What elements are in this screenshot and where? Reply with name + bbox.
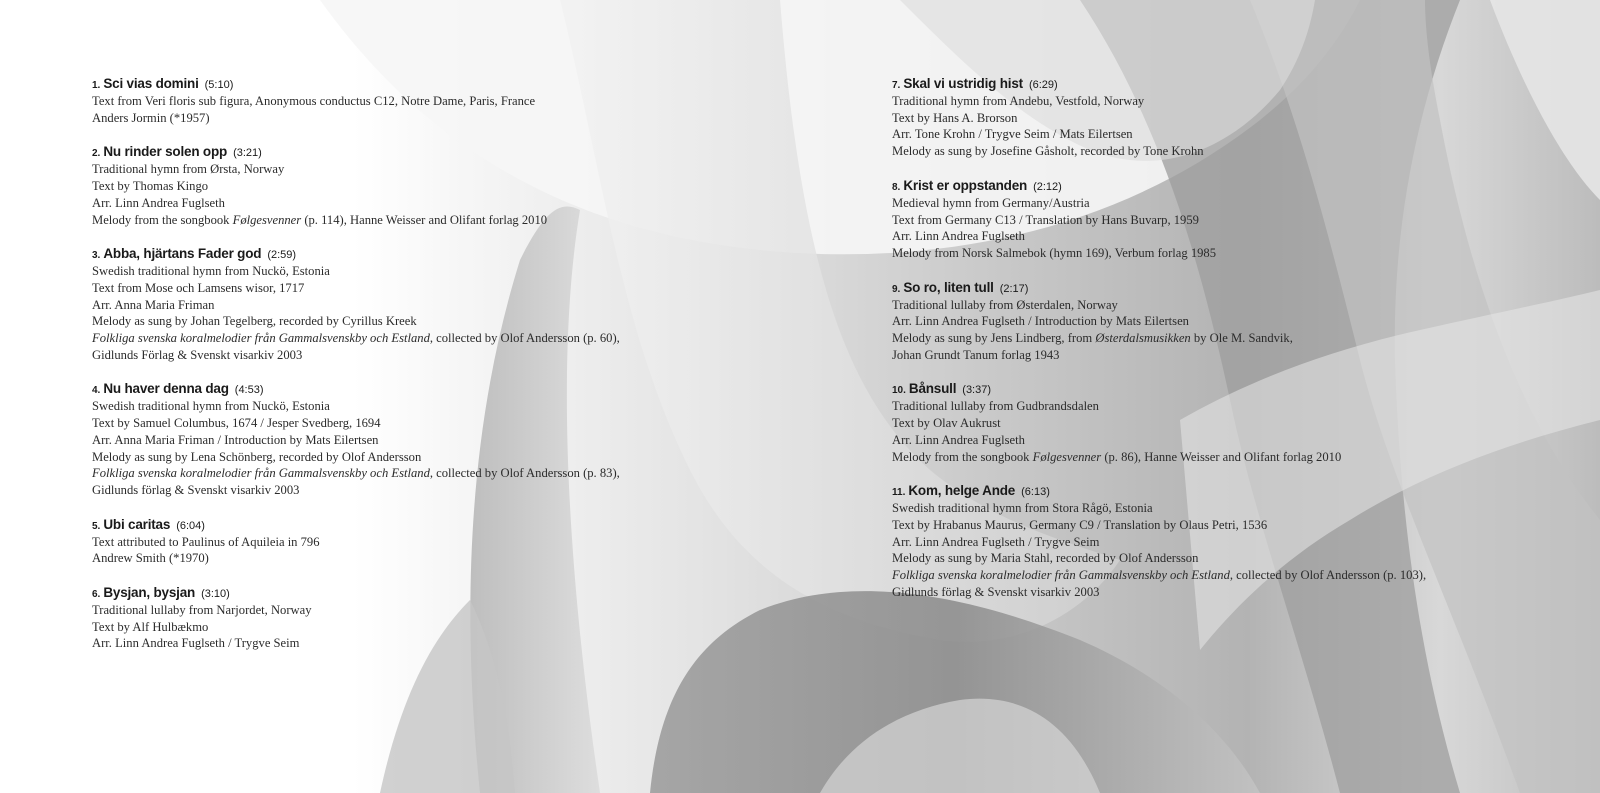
credit-line [892,245,1592,262]
credit-title-italic: Folkliga svenska koralmelodier från Gammalsvenskby och Estland [92,466,430,481]
credit-line [92,212,792,229]
track-entry [892,379,1592,465]
credit-text: Medieval hymn from Germany/Austria [892,195,1090,210]
credit-title-italic: Østerdalsmusikken [1095,331,1191,346]
credit-line [892,110,1592,127]
credit-text: Melody as sung by Johan Tegelberg, recorded by Cyrillus Kreek [92,314,417,329]
track-heading [892,481,1592,500]
credit-line [92,534,792,551]
track-entry [892,176,1592,262]
credit-line [892,534,1592,551]
credit-text: Traditional lullaby from Østerdalen, Norway [892,297,1118,312]
track-number: 4. [92,385,101,397]
credit-line [92,398,792,415]
credit-text: Gidlunds Förlag & Svenskt visarkiv 2003 [92,347,303,362]
credit-text: Text by Samuel Columbus, 1674 / Jesper Svedberg, 1694 [92,416,381,431]
credit-line [892,330,1592,347]
credit-text: Gidlunds förlag & Svenskt visarkiv 2003 [892,584,1100,599]
track-entry [92,244,792,363]
credit-line [892,347,1592,364]
credit-line [892,415,1592,432]
track-heading [92,244,792,263]
credit-text: Melody from Norsk Salmebok (hymn 169), Verbum forlag 1985 [892,245,1217,260]
credit-line [892,500,1592,517]
track-entry [92,379,792,498]
credit-line [892,584,1592,601]
track-number: 8. [892,181,901,193]
credit-line [92,415,792,432]
track-heading [892,379,1592,398]
track-duration: (4:53) [234,384,264,397]
credit-text: (p. 86), Hanne Weisser and Olifant forlag 2010 [1101,449,1342,464]
credit-line [892,432,1592,449]
credit-line [92,330,792,347]
track-title: Abba, hjärtans Fader god [103,246,262,262]
track-number: 11. [892,487,906,499]
credit-text: (p. 114), Hanne Weisser and Olifant forlag 2010 [301,212,548,227]
track-title: Bånsull [908,381,957,397]
track-heading [92,142,792,161]
track-duration: (6:13) [1021,486,1050,499]
credit-text: Melody as sung by Maria Stahl, recorded by Olof Andersson [892,551,1199,566]
track-number: 6. [92,589,101,601]
credit-line [892,228,1592,245]
track-heading [92,515,792,534]
credit-line [892,449,1592,466]
track-title: Skal vi ustridig hist [903,76,1023,91]
credit-line [92,347,792,364]
track-duration: (6:29) [1028,79,1058,91]
credit-text: Text by Hans A. Brorson [892,110,1018,125]
credit-text: Melody as sung by Lena Schönberg, recorded by Olof Andersson [92,449,422,464]
credit-title-italic: Folkliga svenska koralmelodier från Gammalsvenskby och Estland [92,331,430,346]
track-entry [892,481,1592,600]
track-entry [92,74,792,126]
credit-text: Arr. Linn Andrea Fuglseth [92,195,225,210]
track-duration: (3:37) [962,384,992,397]
track-title: So ro, liten tull [903,279,994,295]
track-entry [892,74,1592,160]
credit-line [92,432,792,449]
credit-text: Arr. Anna Maria Friman [92,297,215,312]
credit-text: Arr. Tone Krohn / Trygve Seim / Mats Eilertsen [892,127,1133,142]
credit-text: Arr. Linn Andrea Fuglseth / Trygve Seim [92,636,300,651]
credit-text: Swedish traditional hymn from Nuckö, Estonia [92,399,330,414]
credit-text: Traditional lullaby from Gudbrandsdalen [892,399,1099,414]
credit-text: Arr. Linn Andrea Fuglseth / Trygve Seim [892,534,1100,549]
track-title: Nu haver denna dag [103,381,229,397]
credit-title-italic: Følgesvenner [232,212,302,227]
credit-line [92,110,792,127]
credit-text: Swedish traditional hymn from Nuckö, Estonia [92,264,330,279]
credit-text: Text from Germany C13 / Translation by Hans Buvarp, 1959 [892,212,1199,227]
credit-text: Melody as sung by Jens Lindberg, from [892,331,1096,346]
credit-line [892,398,1592,415]
credit-line [92,93,792,110]
credit-line [92,263,792,280]
credit-line [92,619,792,636]
track-duration: (5:10) [204,79,234,91]
credit-line [92,602,792,619]
credit-text: Text attributed to Paulinus of Aquileia in 796 [92,534,320,549]
credit-text: Arr. Linn Andrea Fuglseth [892,229,1025,244]
track-number: 3. [92,250,101,262]
credit-text: Text from Mose och Lamsens wisor, 1717 [92,280,305,295]
credit-text: Text by Alf Hulbækmo [92,619,209,634]
credit-line [892,93,1592,110]
track-number: 7. [892,80,901,91]
track-heading [92,74,792,93]
credit-text: , collected by Olof Andersson (p. 103), [1229,568,1427,583]
credit-line [92,178,792,195]
track-duration: (6:04) [176,519,205,532]
credit-line [92,313,792,330]
credit-text: Melody from the songbook [92,212,233,227]
credit-text: , collected by Olof Andersson (p. 83), [429,466,620,481]
credit-line [892,143,1592,160]
credit-line [92,482,792,499]
credit-text: Text by Olav Aukrust [892,416,1001,431]
credit-line [92,161,792,178]
credit-text: Anders Jormin (*1957) [92,110,210,125]
tracklist-column-right [892,74,1592,616]
credit-text: Arr. Linn Andrea Fuglseth / Introduction by Mats Eilertsen [892,314,1189,329]
credit-text: Melody as sung by Josefine Gåsholt, recorded by Tone Krohn [892,144,1204,159]
credit-line [892,297,1592,314]
credit-line [892,567,1592,584]
track-entry [92,515,792,567]
track-number: 10. [892,385,906,397]
credit-title-italic: Folkliga svenska koralmelodier från Gammalsvenskby och Estland [892,568,1230,583]
track-heading [892,176,1592,195]
credit-line [92,195,792,212]
credit-line [92,465,792,482]
credit-line [892,517,1592,534]
credit-line [92,297,792,314]
track-entry [92,142,792,228]
credit-text: Arr. Anna Maria Friman / Introduction by Mats Eilertsen [92,432,379,447]
track-title: Sci vias domini [103,76,199,91]
track-title: Bysjan, bysjan [103,585,196,601]
credit-text: Swedish traditional hymn from Stora Rågö, Estonia [892,501,1153,516]
credit-text: Traditional hymn from Andebu, Vestfold, Norway [892,94,1145,108]
track-number: 2. [92,148,101,160]
track-title: Nu rinder solen opp [103,144,228,160]
track-heading [92,379,792,398]
track-duration: (3:21) [233,147,262,160]
credit-text: Text from Veri floris sub figura, Anonymous conductus C12, Notre Dame, Paris, France [92,94,536,108]
credit-line [892,313,1592,330]
track-title: Kom, helge Ande [908,483,1016,499]
track-duration: (2:12) [1033,180,1062,193]
credit-line [92,449,792,466]
credit-line [92,635,792,652]
credit-text: Andrew Smith (*1970) [92,551,209,566]
credit-text: Melody from the songbook [892,449,1033,464]
credit-text: by Ole M. Sandvik, [1190,331,1293,346]
track-title: Krist er oppstanden [903,177,1028,193]
track-number: 1. [92,80,101,91]
credit-line [892,126,1592,143]
track-heading [92,583,792,602]
credit-text: Traditional hymn from Ørsta, Norway [92,162,285,177]
track-number: 5. [92,520,101,532]
credit-line [892,212,1592,229]
credit-line [92,280,792,297]
tracklist-column-left [92,74,792,668]
track-duration: (3:10) [201,588,230,601]
track-number: 9. [892,283,901,295]
credit-text: , collected by Olof Andersson (p. 60), [429,331,620,346]
track-heading [892,278,1592,297]
credit-text: Text by Hrabanus Maurus, Germany C9 / Translation by Olaus Petri, 1536 [892,517,1268,532]
credit-text: Gidlunds förlag & Svenskt visarkiv 2003 [92,482,300,497]
track-entry [92,583,792,652]
credit-text: Johan Grundt Tanum forlag 1943 [892,347,1060,362]
track-duration: (2:17) [999,282,1029,295]
credit-text: Arr. Linn Andrea Fuglseth [892,432,1025,447]
credit-text: Traditional lullaby from Narjordet, Norway [92,603,312,618]
credit-line [892,550,1592,567]
credit-line [92,550,792,567]
track-entry [892,278,1592,364]
track-title: Ubi caritas [103,516,171,532]
track-heading [892,74,1592,93]
credit-text: Text by Thomas Kingo [92,179,209,194]
track-duration: (2:59) [267,249,297,262]
credit-line [892,195,1592,212]
credit-title-italic: Følgesvenner [1032,449,1102,464]
